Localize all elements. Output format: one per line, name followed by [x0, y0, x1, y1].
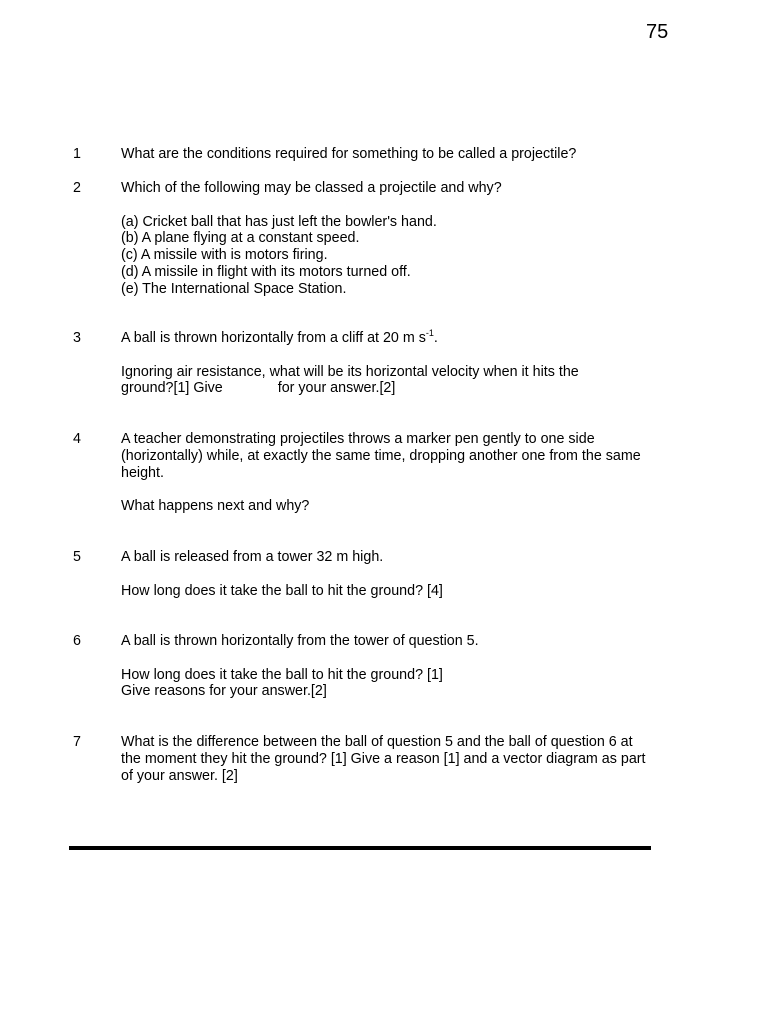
question-text: A ball is thrown horizontally from the tower of question 5.: [121, 633, 479, 649]
question-prompt: [121, 667, 701, 701]
question-line: (horizontally) while, at exactly the same time, dropping another one from the same: [121, 447, 641, 464]
page-number: 75: [646, 21, 669, 43]
question-body: [121, 330, 701, 397]
question-prompt: [121, 364, 701, 398]
question-number: 4: [73, 431, 81, 447]
option-c: (c) A missile with is motors firing.: [121, 247, 328, 264]
unit-exponent: -1: [425, 328, 434, 338]
question-number: 3: [73, 330, 81, 346]
question-body: [121, 180, 701, 298]
prompt-part-b: for your answer.[2]: [277, 380, 396, 397]
question-number: 7: [73, 734, 81, 750]
prompt-line: How long does it take the ball to hit the ground? [1]: [121, 666, 443, 683]
horizontal-rule: [69, 846, 651, 850]
option-a: (a) Cricket ball that has just left the bowler's hand.: [121, 213, 437, 230]
question-text: What are the conditions required for something to be called a projectile?: [121, 146, 577, 162]
prompt-line-2: [121, 380, 701, 397]
option-e: (e) The International Space Station.: [121, 280, 347, 297]
question-body: [121, 431, 701, 515]
prompt-part-a: ground?[1] Give: [121, 380, 223, 397]
question-number: 6: [73, 633, 81, 649]
question-line: A teacher demonstrating projectiles throws a marker pen gently to one side: [121, 431, 595, 447]
question-text: A ball is released from a tower 32 m high.: [121, 549, 384, 565]
question-prompt: How long does it take the ball to hit the ground? [4]: [121, 582, 443, 599]
question-line: the moment they hit the ground? [1] Give a reason [1] and a vector diagram as part: [121, 750, 646, 767]
question-body: [121, 633, 701, 700]
question-text: Which of the following may be classed a projectile and why?: [121, 180, 502, 196]
question-prompt: What happens next and why?: [121, 498, 310, 515]
prompt-line: Ignoring air resistance, what will be its horizontal velocity when it hits the: [121, 363, 579, 380]
option-list: [121, 214, 701, 298]
question-text: [121, 431, 701, 481]
question-line: of your answer. [2]: [121, 767, 238, 784]
question-body: [121, 549, 701, 599]
question-text-end: .: [433, 330, 438, 346]
question-line: height.: [121, 464, 164, 481]
question-number: 5: [73, 549, 81, 565]
question-number: 2: [73, 180, 81, 196]
question-text: [121, 734, 701, 784]
option-b: (b) A plane flying at a constant speed.: [121, 230, 360, 247]
question-body: [121, 734, 701, 784]
question-number: 1: [73, 146, 81, 162]
question-text: [121, 330, 701, 347]
option-d: (d) A missile in flight with its motors turned off.: [121, 263, 411, 280]
prompt-line-2: Give reasons for your answer.[2]: [121, 683, 327, 700]
question-line: What is the difference between the ball of question 5 and the ball of question 6 at: [121, 734, 633, 750]
question-body: [121, 146, 701, 163]
question-text-main: A ball is thrown horizontally from a cliff at 20 m s: [121, 330, 426, 346]
